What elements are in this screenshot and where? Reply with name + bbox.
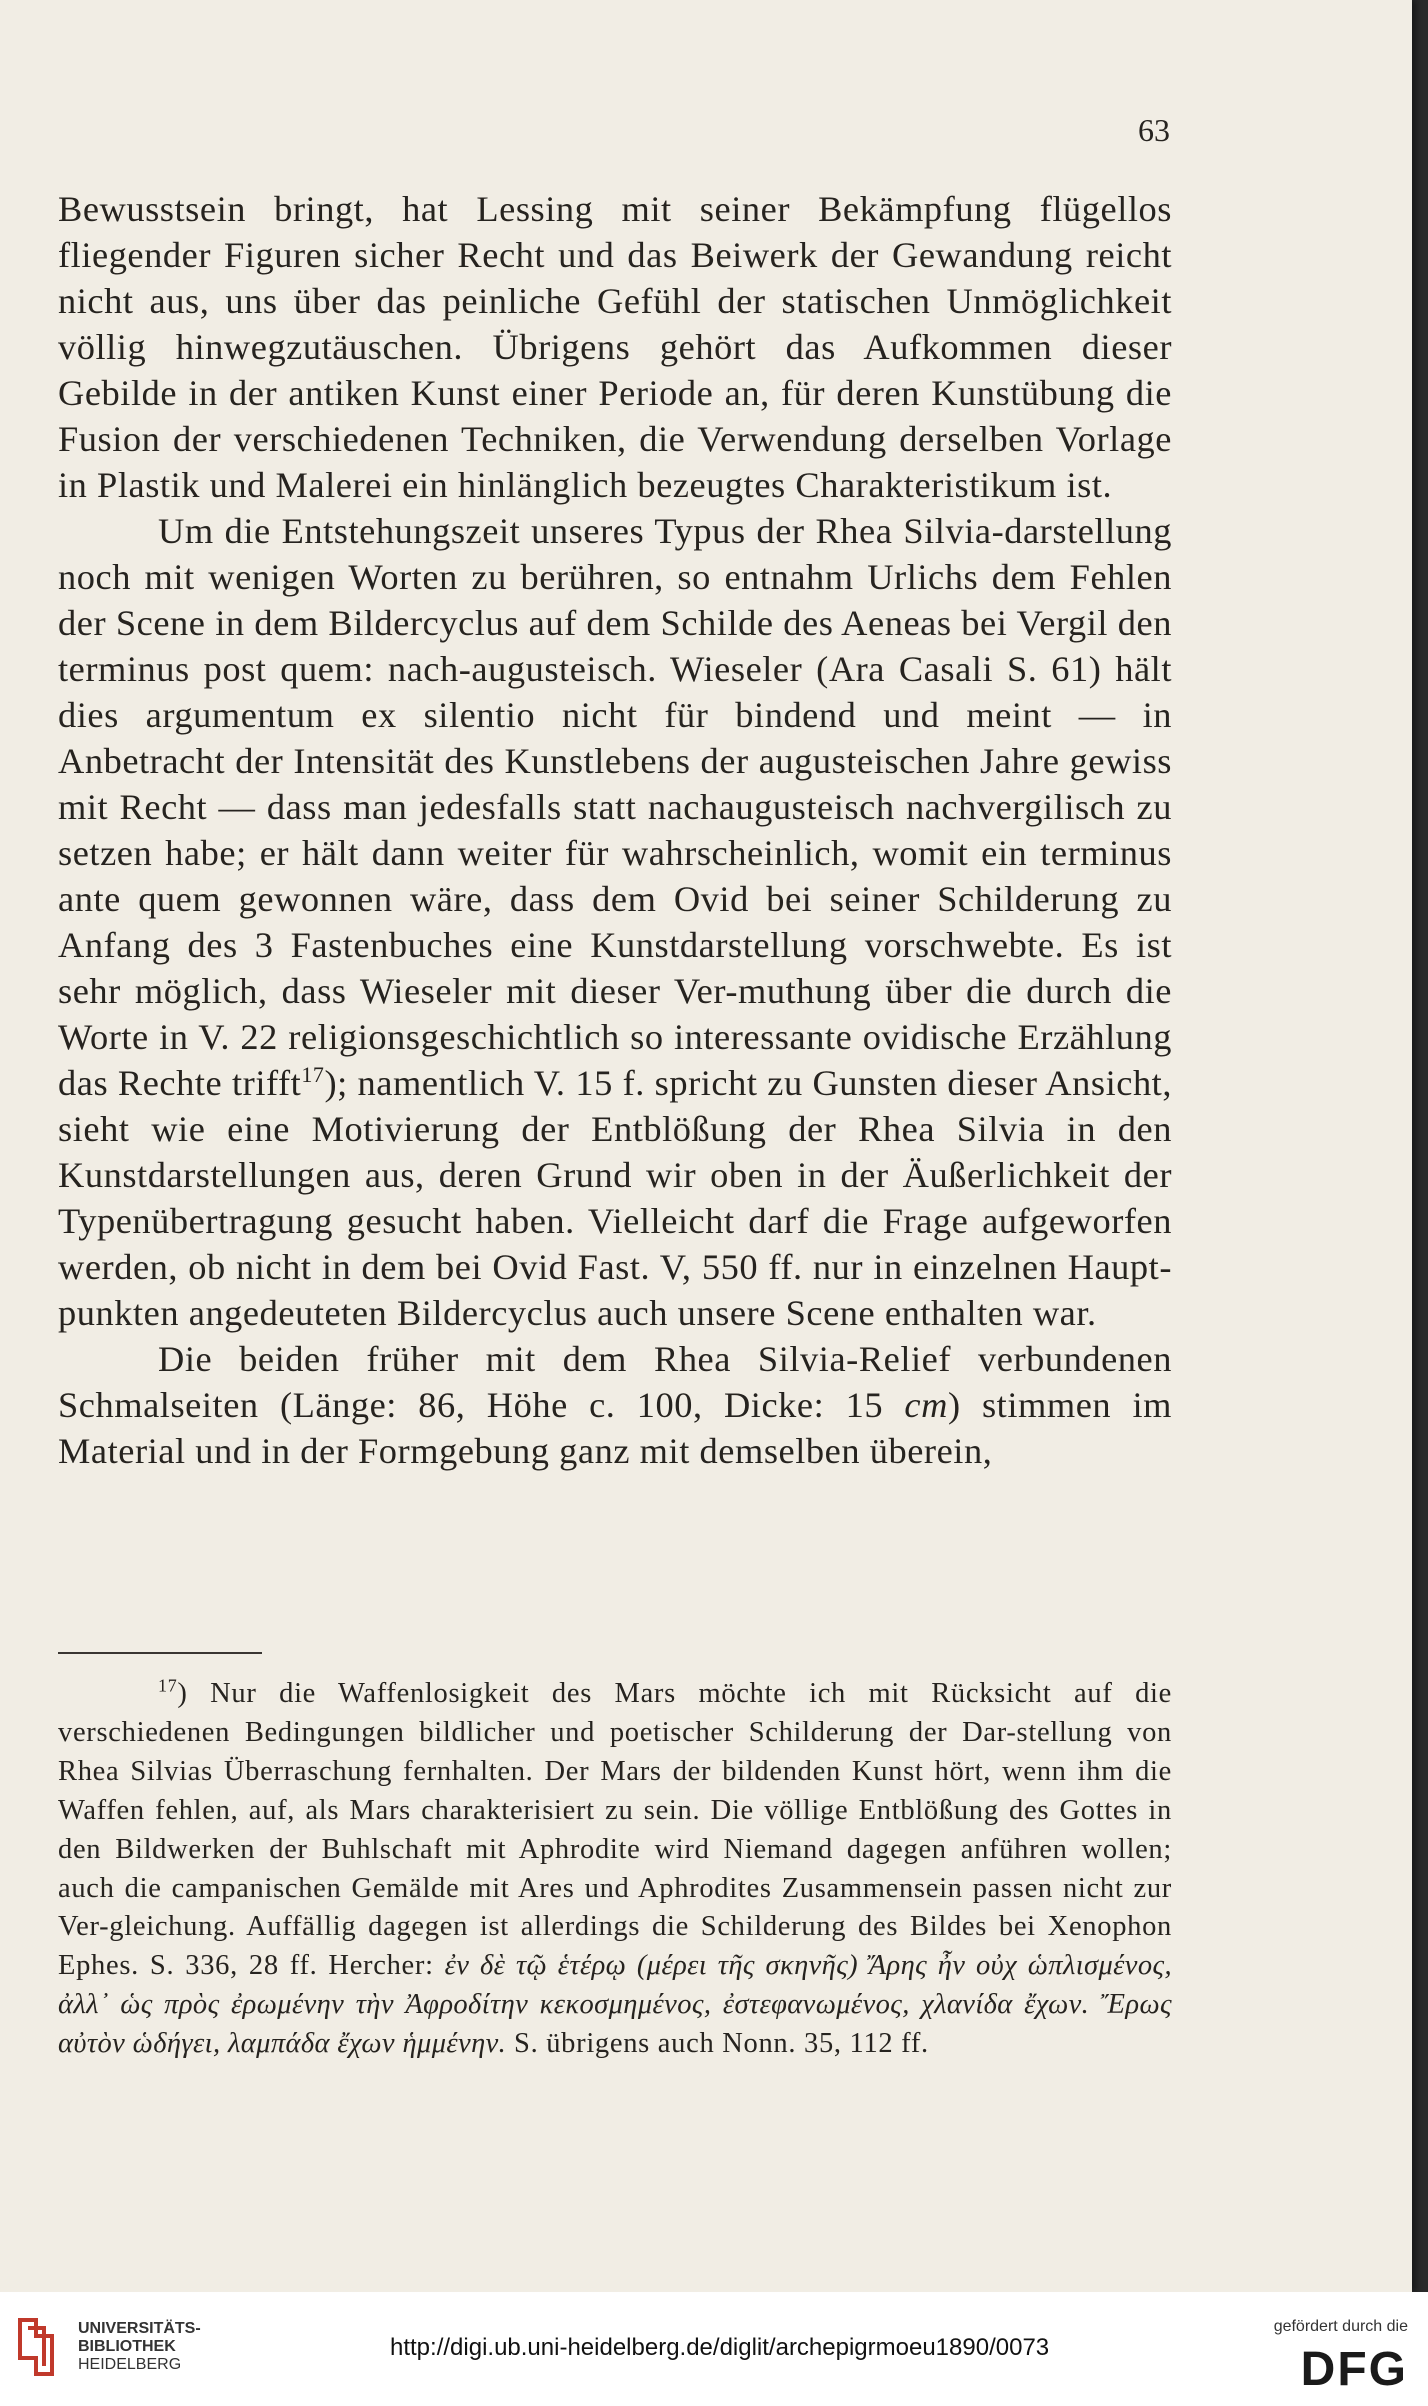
library-name-line-3: HEIDELBERG xyxy=(78,2356,182,2373)
source-url-link[interactable]: http://digi.ub.uni-heidelberg.de/diglit/archepigrmoeu1890/0073 xyxy=(390,2334,1050,2361)
footnote-text: ) Nur die Waffenlosigkeit des Mars möchte ich mit Rücksicht auf die verschiedenen Bedingungen bildlicher und poetischer Schilderung der Dar-stellung von Rhea Silvias Überraschung fernhalten. Der Mars der bildenden Kunst hört, wenn ihm die Waffen fehlen, auf, als Mars charakterisiert zu sein. Die völlige Entblößung des Gottes in den Bildwerken der Buhlschaft mit Aphrodite wird Niemand dagegen anführen wollen; auch die campanischen Gemälde mit Ares und Aphrodites Zusammensein passen nicht zur Ver-gleichung. Auffällig dagegen ist allerdings die Schilderung des Bildes bei Xenophon Ephes. S. 336, 28 ff. Hercher: xyxy=(58,1678,1172,1982)
paragraph-3-text: Die beiden früher mit dem Rhea Silvia-Relief verbundenen Schmalseiten (Länge: 86, Höhe c. 100, Dicke: 15 xyxy=(58,1339,1172,1425)
paragraph-2-text: Um die Entstehungszeit unseres Typus der Rhea Silvia-darstellung noch mit wenigen Worten zu berühren, so entnahm Urlichs dem Fehlen der Scene in dem Bildercyclus auf dem Schilde des Aeneas bei Vergil den terminus post quem: nach-augusteisch. Wieseler (Ara Casali S. 61) hält dies argumentum ex silentio nicht für bindend und meint — in Anbetracht der Intensität des Kunstlebens der augusteischen Jahre gewiss mit Recht — dass man jedesfalls statt nachaugusteisch nachvergilisch zu setzen habe; er hält dann weiter für wahrscheinlich, womit ein terminus ante quem gewonnen wäre, dass dem Ovid bei seiner Schilderung zu Anfang des 3 Fastenbuches eine Kunstdarstellung vorschwebte. Es ist sehr möglich, dass Wieseler mit dieser Ver-muthung über die durch die Worte in V. 22 religionsgeschichtlich so interessante ovidische Erzählung das Rechte trifft xyxy=(58,511,1172,1103)
unit-cm: cm xyxy=(904,1385,948,1425)
funded-by-label: gefördert durch die xyxy=(1273,2318,1408,2335)
footnote-reference[interactable]: 17 xyxy=(301,1061,325,1087)
dfg-logo: DFG xyxy=(1300,2343,1408,2396)
paragraph-1: Bewusstsein bringt, hat Lessing mit seiner Bekämpfung flügellos fliegender Figuren sicher Recht und das Beiwerk der Gewandung reicht nicht aus, uns über das peinliche Gefühl der statischen Unmöglichkeit völlig hinwegzutäuschen. Übrigens gehört das Aufkommen dieser Gebilde in der antiken Kunst einer Periode an, für deren Kunstübung die Fusion der verschiedenen Techniken, die Verwendung derselben Vorlage in Plastik und Malerei ein hinlänglich bezeugtes Charakteristikum ist. xyxy=(58,189,1172,505)
page-number: 63 xyxy=(1138,112,1170,148)
paragraph-2 xyxy=(58,508,1172,1336)
paragraph-3-text-end: ) stimmen im Material und in der Formgebung ganz mit demselben überein, xyxy=(58,1385,1172,1471)
footnote-greek-quote: ἐν δὲ τῷ ἑτέρῳ (μέρει τῆς σκηνῆς) Ἄρης ἦν οὐχ ὡπλισμένος, ἀλλ᾽ ὡς πρὸς ἐρωμένην τὴν Ἀφροδίτην κεκοσμημένος, ἐστεφανωμένος, χλανίδα ἔχων. Ἔρως αὐτὸν ὡδήγει, λαμπάδα ἔχων ἡμμένην. xyxy=(58,1950,1172,2060)
footnote-divider xyxy=(58,1652,262,1654)
library-name xyxy=(78,2320,201,2374)
footnote-number: 17 xyxy=(158,1675,178,1696)
footnote-end: S. übrigens auch Nonn. 35, 112 ff. xyxy=(506,2028,929,2060)
university-library-logo-icon xyxy=(14,2314,58,2380)
paragraph-3 xyxy=(58,1336,1172,1474)
footnote-wrap xyxy=(58,1675,178,1709)
library-name-line-1: UNIVERSITÄTS- xyxy=(78,2320,201,2337)
library-name-line-2: BIBLIOTHEK xyxy=(78,2338,176,2355)
footer-bar xyxy=(0,2292,1428,2406)
body-text xyxy=(58,186,1172,1474)
footnote-17 xyxy=(58,1675,1172,2064)
paragraph-2-text-cont: ); namentlich V. 15 f. spricht zu Gunsten dieser Ansicht, sieht wie eine Motivierung der Entblößung der Rhea Silvia in den Kunstdarstellungen aus, deren Grund wir oben in der Äußerlichkeit der Typenübertragung gesucht haben. Vielleicht darf die Frage aufgeworfen werden, ob nicht in dem bei Ovid Fast. V, 550 ff. nur in einzelnen Haupt-punkten angedeuteten Bildercyclus auch unsere Scene enthalten war. xyxy=(58,1063,1172,1333)
